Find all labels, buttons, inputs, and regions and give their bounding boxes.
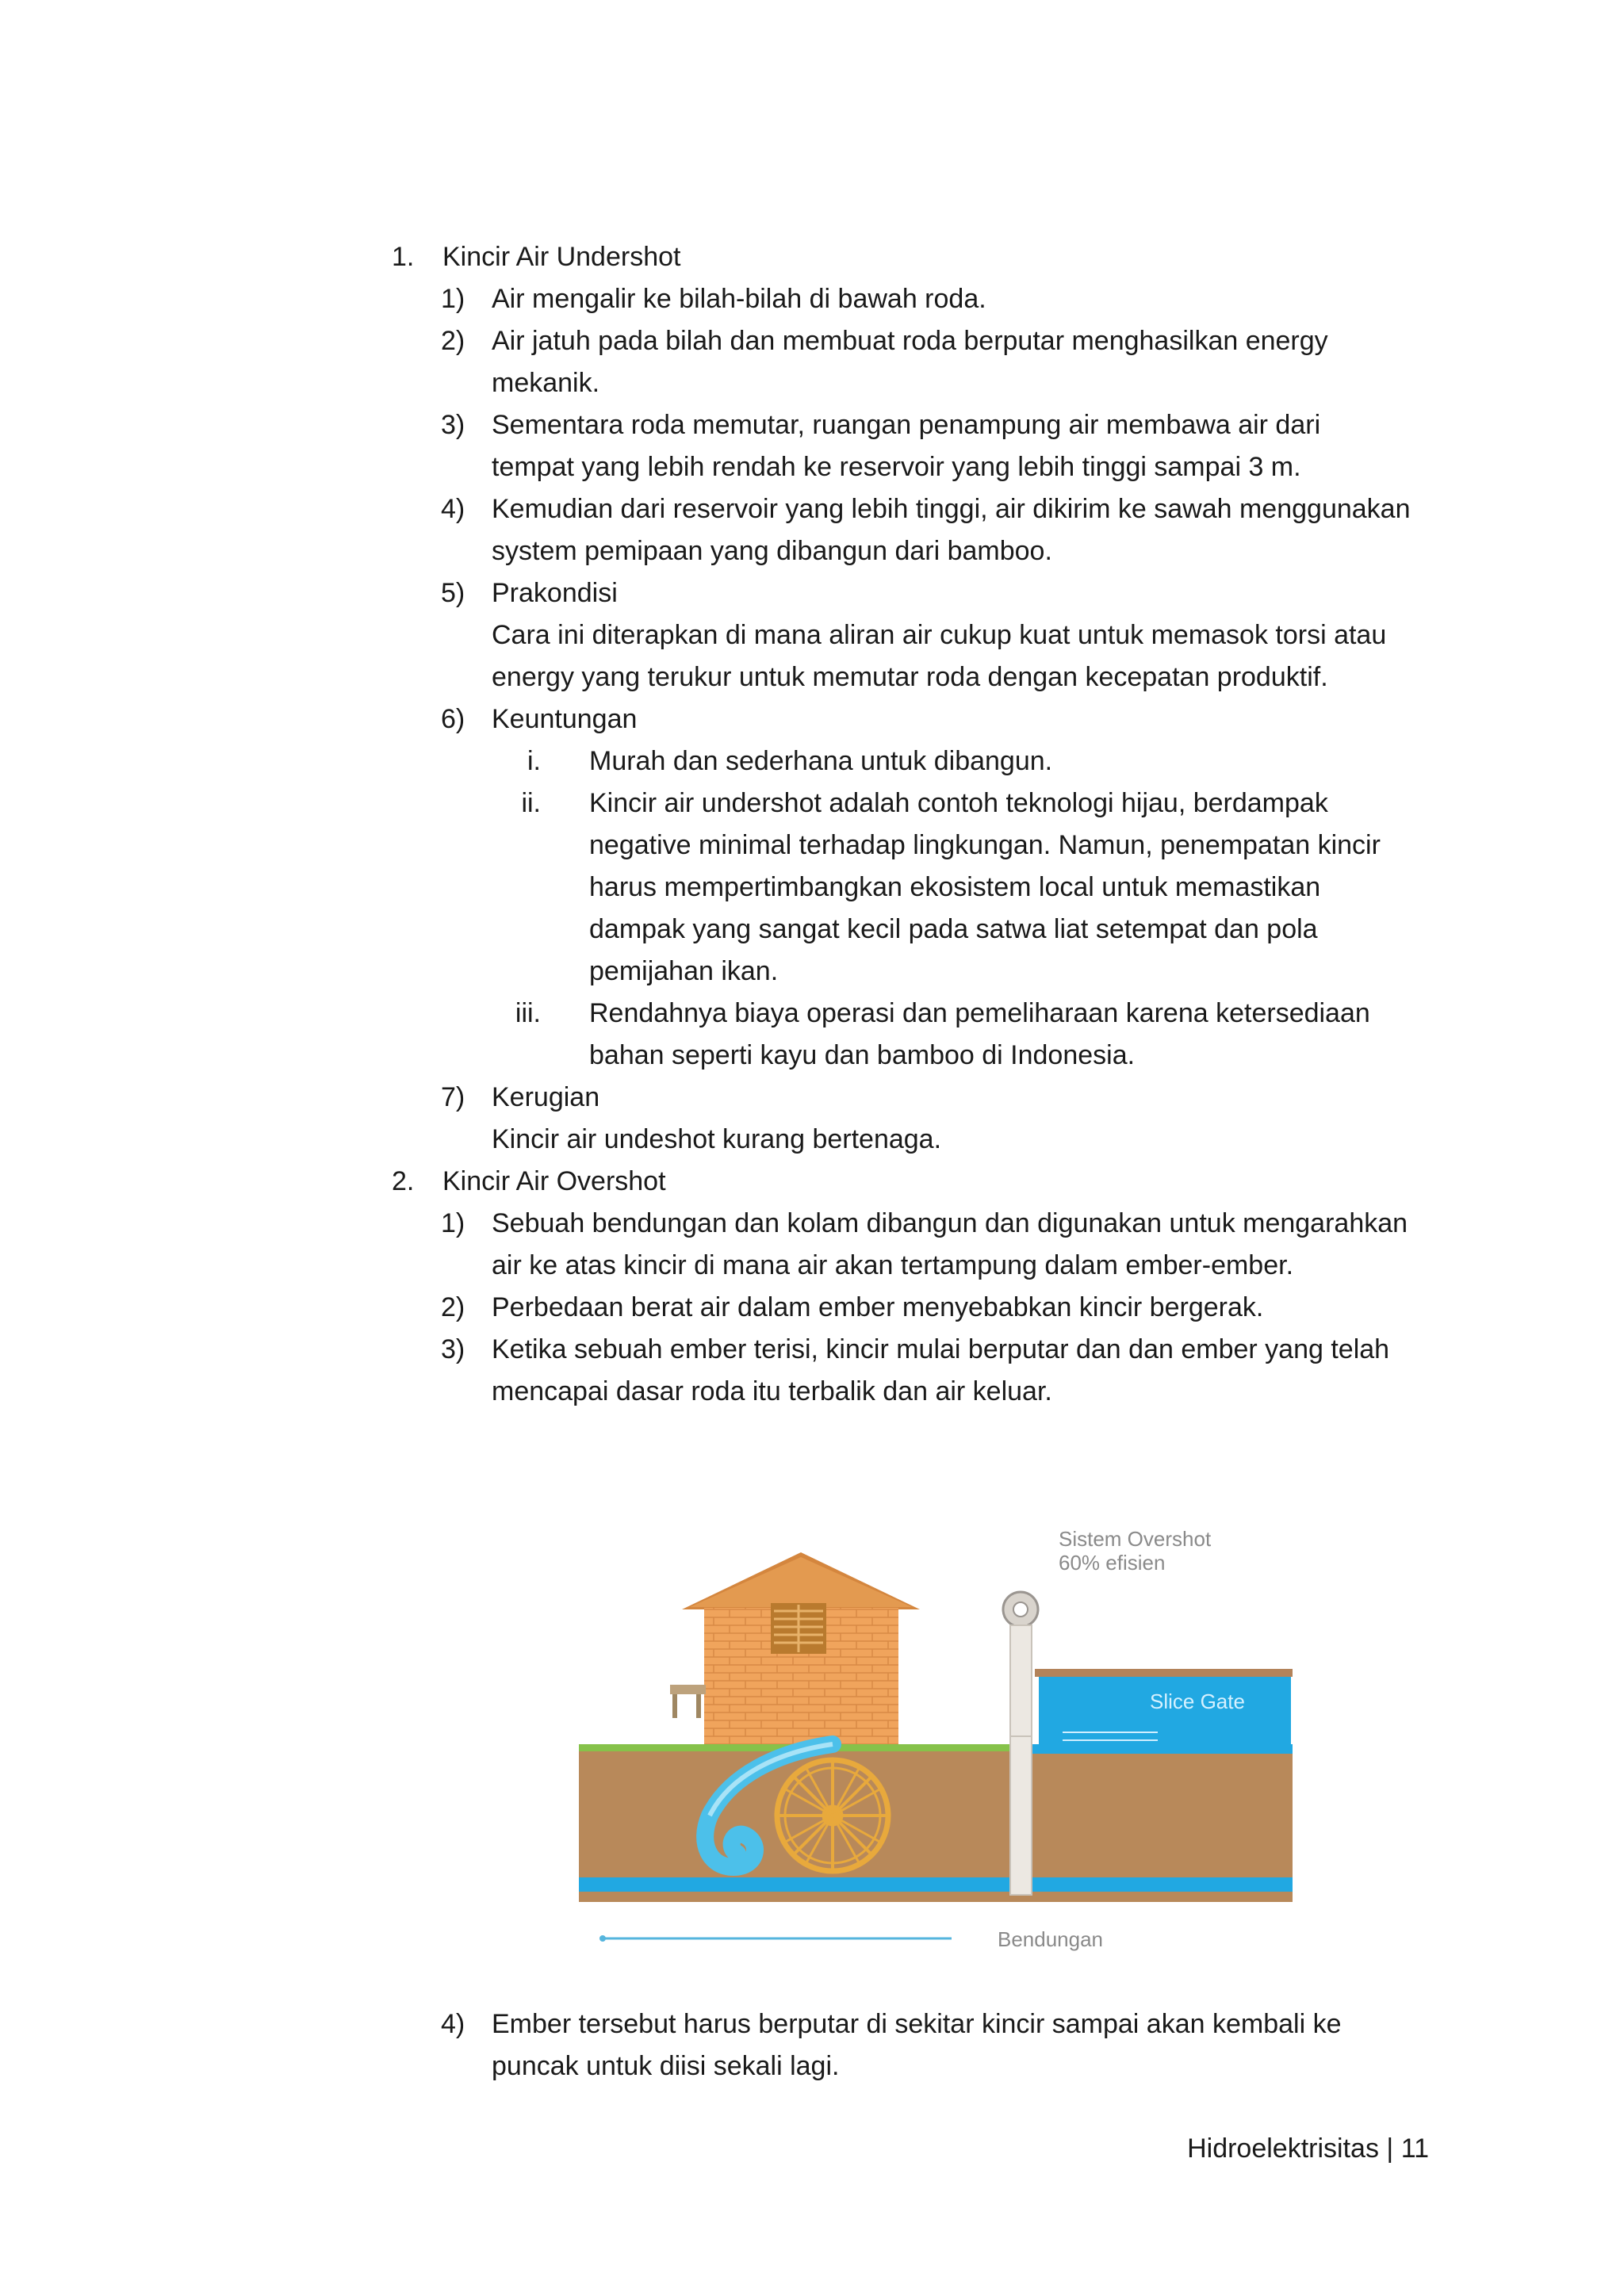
- gate-post: [1010, 1625, 1032, 1736]
- house-roof-inner: [690, 1557, 912, 1607]
- list-number: 1): [441, 284, 465, 314]
- footer-separator: |: [1386, 2133, 1394, 2164]
- list-item-text: pemijahan ikan.: [589, 956, 779, 986]
- label-efficiency: 60% efisien: [1059, 1551, 1166, 1575]
- list-item-text: Ketika sebuah ember terisi, kincir mulai berputar dan dan ember yang telah: [492, 1334, 1390, 1364]
- bench: [670, 1685, 706, 1694]
- list-item-text: tempat yang lebih rendah ke reservoir yang lebih tinggi sampai 3 m.: [492, 452, 1301, 482]
- list-item-text: mencapai dasar roda itu terbalik dan air keluar.: [492, 1376, 1052, 1406]
- list-number: 7): [441, 1082, 465, 1112]
- list-item-text: Rendahnya biaya operasi dan pemeliharaan karena ketersediaan: [589, 998, 1370, 1028]
- list-item-text: Cara ini diterapkan di mana aliran air cukup kuat untuk memasok torsi atau: [492, 620, 1387, 650]
- label-system: Sistem Overshot: [1059, 1527, 1212, 1551]
- list-item-text: Kincir air undeshot kurang bertenaga.: [492, 1124, 942, 1154]
- list-item-text: bahan seperti kayu dan bamboo di Indonesia.: [589, 1040, 1136, 1070]
- list-item-text: Kemudian dari reservoir yang lebih tinggi, air dikirim ke sawah menggunakan: [492, 494, 1411, 524]
- list-item-text: Kincir air undershot adalah contoh teknologi hijau, berdampak: [589, 788, 1328, 818]
- list-item-text: Sebuah bendungan dan kolam dibangun dan digunakan untuk mengarahkan: [492, 1208, 1408, 1238]
- list-item-text: Murah dan sederhana untuk dibangun.: [589, 746, 1053, 776]
- reservoir-rim: [1035, 1669, 1293, 1677]
- list-number: 1.: [392, 242, 415, 272]
- list-item-text: Ember tersebut harus berputar di sekitar kincir sampai akan kembali ke: [492, 2009, 1342, 2039]
- list-item-text: dampak yang sangat kecil pada satwa liat setempat dan pola: [589, 914, 1318, 944]
- footer-title: Hidroelektrisitas: [1187, 2133, 1379, 2164]
- page-footer: [1187, 2133, 1429, 2164]
- list-item-text: Sementara roda memutar, ruangan penampung air membawa air dari: [492, 410, 1321, 440]
- list-number: 6): [441, 704, 465, 734]
- list-item-text: energy yang terukur untuk memutar roda dengan kecepatan produktif.: [492, 662, 1328, 692]
- subheading-prakondisi: Prakondisi: [492, 578, 618, 608]
- list-item-text: harus mempertimbangkan ekosistem local untuk memastikan: [589, 872, 1321, 902]
- list-number: 4): [441, 2009, 465, 2039]
- overshot-diagram: [571, 1506, 1300, 1966]
- list-item-text: puncak untuk diisi sekali lagi.: [492, 2051, 840, 2081]
- label-dam: Bendungan: [998, 1927, 1104, 1951]
- section-heading-overshot: Kincir Air Overshot: [442, 1166, 666, 1196]
- list-number: 3): [441, 1334, 465, 1364]
- list-item-text: Air jatuh pada bilah dan membuat roda berputar menghasilkan energy: [492, 326, 1328, 356]
- section-heading-undershot: Kincir Air Undershot: [442, 242, 681, 272]
- roman-number: iii.: [515, 998, 541, 1028]
- list-number: 2): [441, 326, 465, 356]
- list-item-text: Air mengalir ke bilah-bilah di bawah roda.: [492, 284, 986, 314]
- list-number: 4): [441, 494, 465, 524]
- list-item-text: system pemipaan yang dibangun dari bamboo.: [492, 536, 1052, 566]
- list-number: 3): [441, 410, 465, 440]
- list-item-text: Perbedaan berat air dalam ember menyebabkan kincir bergerak.: [492, 1292, 1264, 1322]
- subheading-kerugian: Kerugian: [492, 1082, 600, 1112]
- list-number: 1): [441, 1208, 465, 1238]
- list-number: 5): [441, 578, 465, 608]
- water-wheel: [777, 1760, 888, 1871]
- roman-number: i.: [527, 746, 541, 776]
- water-stream: [579, 1877, 1293, 1892]
- page-number: 11: [1400, 2133, 1429, 2164]
- list-number: 2.: [392, 1166, 415, 1196]
- shaft: [1010, 1736, 1032, 1895]
- list-item-text: mekanik.: [492, 368, 600, 398]
- list-item-text: air ke atas kincir di mana air akan tertampung dalam ember-ember.: [492, 1250, 1294, 1280]
- subheading-keuntungan: Keuntungan: [492, 704, 638, 734]
- label-gate: Slice Gate: [1150, 1689, 1245, 1713]
- roman-number: ii.: [521, 788, 541, 818]
- list-number: 2): [441, 1292, 465, 1322]
- list-item-text: negative minimal terhadap lingkungan. Namun, penempatan kincir: [589, 830, 1381, 860]
